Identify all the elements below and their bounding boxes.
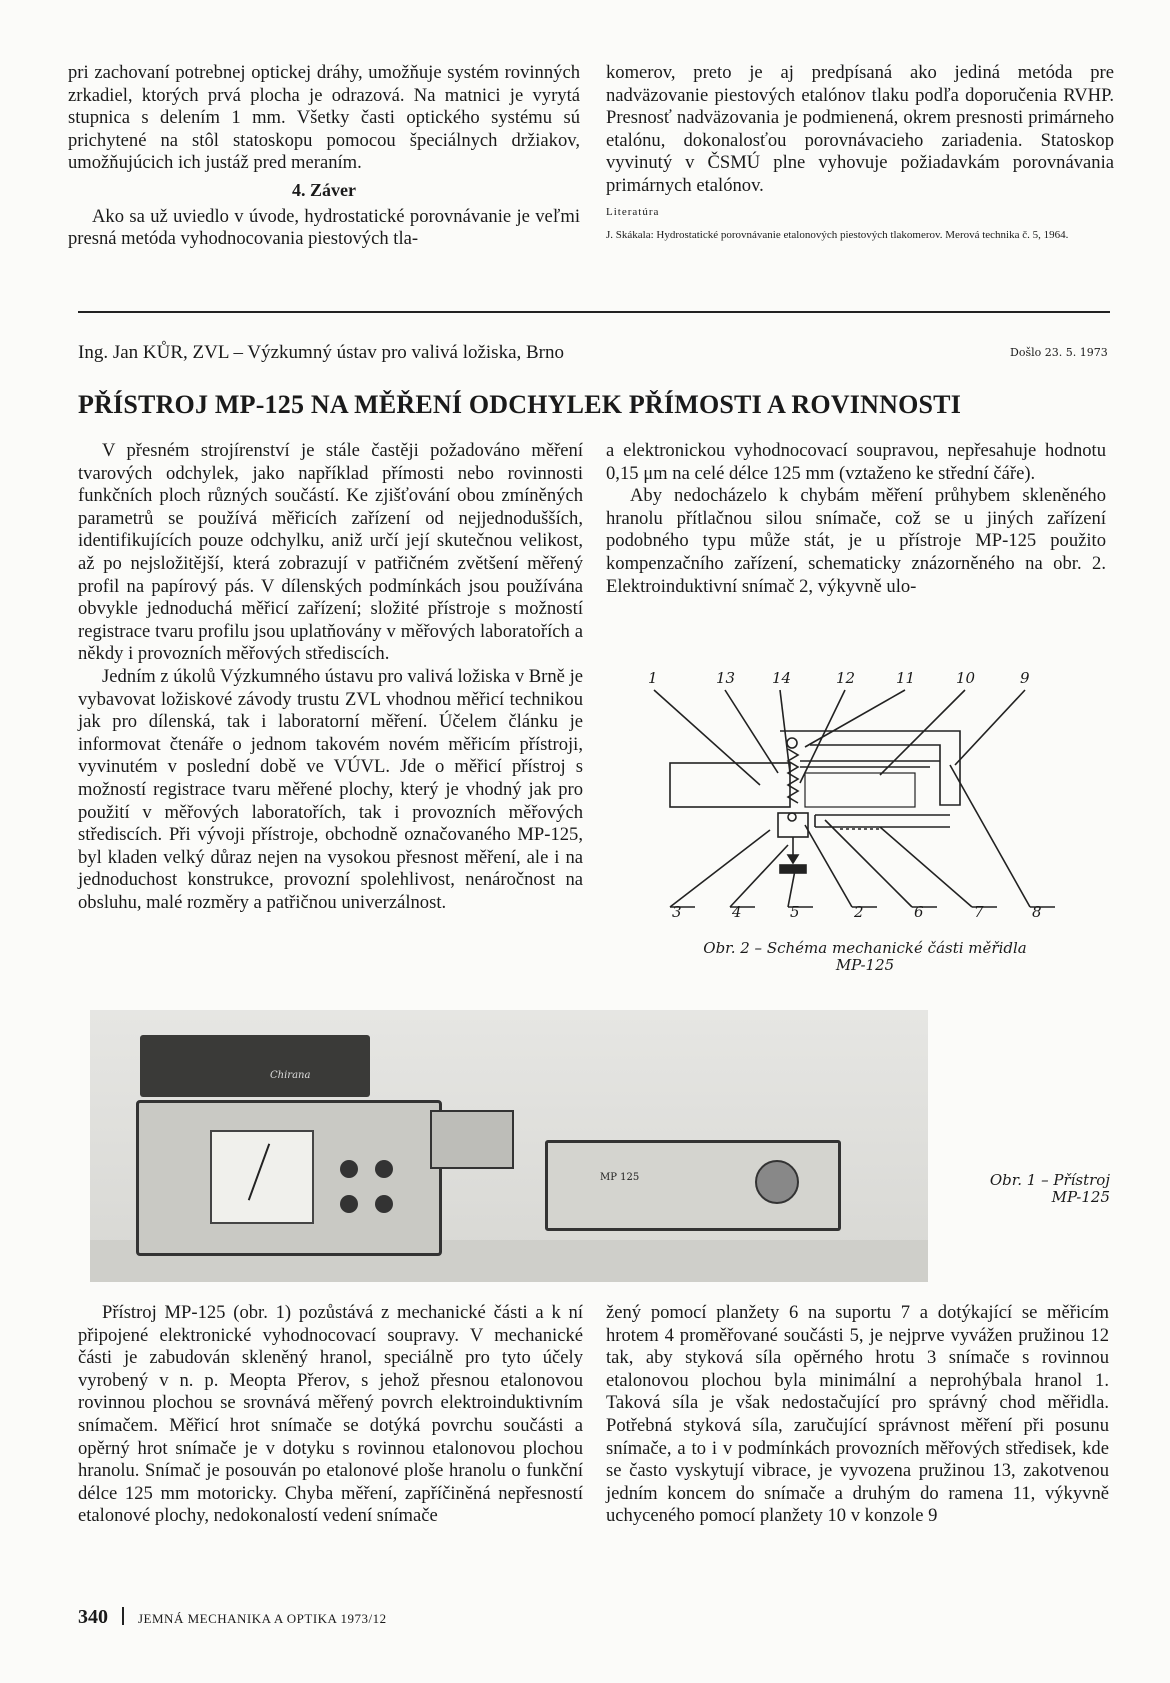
- figure-label: 10: [956, 669, 976, 687]
- figure-1-caption-line: MP-125: [1051, 1188, 1110, 1206]
- article-paragraph: V přesném strojírenství je stále častěji požadováno měření tvarových odchylek, jako například přímosti nebo rovinnosti funkčních ploch různých součástí. Ke zjišťování obou zmíněných parametrů se používá měřicích zařízení od nejjednodušších, identifikujících pouze odchylku, aniž určí její skutečnou velikost, až po nejsložitější, která zobrazují v patřičném zvětšení měřený profil na papírový pás. V dílenských podmínkách jsou používána obvykle jednoduchá měřicí zařízení; složité přístroje s možností registrace tvaru profilu jsou uplatňovány v měřových laboratořích a někdy i provozních měřových střediscích.: [78, 440, 583, 665]
- figure-label: 11: [896, 669, 916, 687]
- figure-label: 8: [1032, 903, 1042, 921]
- section-divider: [78, 311, 1110, 313]
- figure-label: 12: [836, 669, 856, 687]
- figure-label: 7: [974, 903, 984, 921]
- knob: [375, 1160, 393, 1178]
- page-number: 340: [78, 1606, 108, 1628]
- figure-label: 2: [854, 903, 864, 921]
- figure-label: 5: [790, 903, 800, 921]
- article-title: PŘÍSTROJ MP-125 NA MĚŘENÍ ODCHYLEK PŘÍMOSTI A ROVINNOSTI: [78, 390, 962, 419]
- bottom-right-column: [606, 1302, 1109, 1528]
- author-line: Ing. Jan KŮR, ZVL – Výzkumný ústav pro valivá ložiska, Brno: [78, 342, 565, 363]
- top-right-paragraph: komerov, preto je aj predpísaná ako jediná metóda pre nadväzovanie piestových etalónov tlaku podľa doporučenia RVHP. Presnosť nadväzovania je podmienená, okrem presnosti primárneho etalónu, dokonalosťou porovnávacieho zariadenia. Statoskop vyvinutý v ČSMÚ plne vyhovuje požiadavkám porovnávania primárnych etalónov.: [606, 62, 1114, 196]
- figure-label: 4: [732, 903, 742, 921]
- figure-label: 9: [1020, 669, 1030, 687]
- top-right-column: [606, 62, 1114, 242]
- figure-label: 13: [716, 669, 736, 687]
- figure-label: 6: [914, 903, 924, 921]
- article-paragraph: Jedním z úkolů Výzkumného ústavu pro valivá ložiska v Brně je vybavovat ložiskové závody trustu ZVL vhodnou měřicí technikou jak pro dílenská, tak i laboratorní měření. Účelem článku je informovat čtenáře o jednom takovém novém měřicím přístroji, vyvinutém v poslední době ve VÚVL. Jde o měřicí přístroj s možností registrace tvaru měřené plochy, který je vhodný jak pro použití v měřových laboratořích, tak i provozních měřových střediscích. Při vývoji přístroje, obchodně označovaného MP-125, byl kladen velký důraz nejen na vysokou přesnost měření, ale i na jednoduchost konstrukce, provozní spolehlivost, nenáročnost na obsluhu, malé rozměry a patřičnou univerzálnost.: [78, 665, 583, 913]
- recorder-unit: [140, 1035, 370, 1097]
- top-left-paragraph: pri zachovaní potrebnej optickej dráhy, umožňuje systém rovinných zrkadiel, ktorých prvá plocha je odrazová. Na matnici je vyrytá stupnica s delením 1 mm. Všetky časti optického systému sú prichytené na stôl statoskopu pomocou špeciálnych držiakov, umožňujúcich ich justáž pred meraním.: [68, 62, 580, 174]
- figure-label: 14: [772, 669, 792, 687]
- received-date: Došlo 23. 5. 1973: [1010, 346, 1108, 359]
- knob: [340, 1160, 358, 1178]
- top-left-paragraph-2: Ako sa už uviedlo v úvode, hydrostatické porovnávanie je veľmi presná metóda vyhodnocovania piestových tla-: [68, 205, 580, 250]
- article-paragraph: Přístroj MP-125 (obr. 1) pozůstává z mechanické části a k ní připojené elektronické vyhodnocovací soupravy. V mechanické části je zabudován skleněný hranol, speciálně pro tyto účely vyrobený v n. p. Meopta Přerov, s jehož přesnou etalonovou rovinnou plochou se srovnává měřený povrch elektroinduktivním snímačem. Měřicí hrot snímače se dotýká povrchu součásti a opěrný hrot snímače je v dotyku s rovinnou etalonovou plochou hranolu. Snímač je posouván po etalonové ploše hranolu o funkční délce 125 mm motoricky. Chyba měření, zapříčiněná nepřesností etalonové plochy, nedokonalostí vedení snímače: [78, 1302, 583, 1527]
- control-box: [430, 1110, 514, 1169]
- section-heading: 4. Záver: [292, 179, 356, 200]
- knob: [755, 1160, 799, 1204]
- journal-name: JEMNÁ MECHANIKA A OPTIKA 1973/12: [138, 1611, 387, 1626]
- figure-label: 3: [672, 903, 682, 921]
- meter-gauge: [210, 1130, 314, 1224]
- figure-2-caption-line: MP-125: [835, 956, 895, 974]
- figure-label: 1: [648, 669, 658, 687]
- knob: [340, 1195, 358, 1213]
- measuring-head-label: MP 125: [600, 1172, 640, 1183]
- figure-2-caption: [640, 940, 1090, 974]
- top-left-column: [68, 62, 580, 251]
- knob: [375, 1195, 393, 1213]
- bottom-left-column: [78, 1302, 583, 1528]
- article-right-column: [606, 440, 1106, 598]
- literature-reference: J. Skákala: Hydrostatické porovnávanie etalonových piestových tlakomerov. Merová technika č. 5, 1964.: [606, 228, 1069, 241]
- literature-heading: Literatúra: [606, 205, 660, 218]
- article-paragraph: Aby nedocházelo k chybám měření průhybem skleněného hranolu přítlačnou silou snímače, což se u jiných zařízení podobného typu může stát, je u přístroje MP-125 použito kompenzačního zařízení, schematicky znázorněného na obr. 2. Elektroinduktivní snímač 2, výkyvně ulo-: [606, 485, 1106, 597]
- figure-1-caption: [930, 1172, 1110, 1206]
- article-left-column: [78, 440, 583, 914]
- page-footer: [78, 1606, 387, 1629]
- figure-2-caption-line: Obr. 2 – Schéma mechanické části měřidla: [703, 939, 1027, 957]
- figure-2: [640, 665, 1090, 935]
- figure-1-caption-line: Obr. 1 – Přístroj: [989, 1171, 1110, 1189]
- footer-separator: [122, 1607, 124, 1625]
- article-paragraph: a elektronickou vyhodnocovací soupravou, nepřesahuje hodnotu 0,15 μm na celé délce 125 mm (vztaženo ke střední čáře).: [606, 440, 1106, 484]
- article-paragraph: žený pomocí planžety 6 na suportu 7 a dotýkající se měřicím hrotem 4 proměřované součásti 5, je nejprve vyvážen pružinou 12 tak, aby styková síla opěrného hrotu 3 snímače s rovinnou etalonovou plochou byla minimální a neprohýbala hranol 1. Taková síla je však nedostačující pro správný chod měřidla. Potřebná styková síla, zaručující správnost měření při posunu snímače, a to i v podmínkách provozních měřových středisek, kde se často vyskytují vibrace, je vyvozena pružinou 13, zakotvenou jedním koncem do snímače a druhým do ramena 11, výkyvně uchyceného pomocí planžety 10 v konzole 9: [606, 1302, 1109, 1527]
- figure-1-photo: [90, 1010, 928, 1282]
- recorder-panel-label: Chirana: [270, 1070, 311, 1081]
- mechanism-schematic: [640, 665, 1090, 935]
